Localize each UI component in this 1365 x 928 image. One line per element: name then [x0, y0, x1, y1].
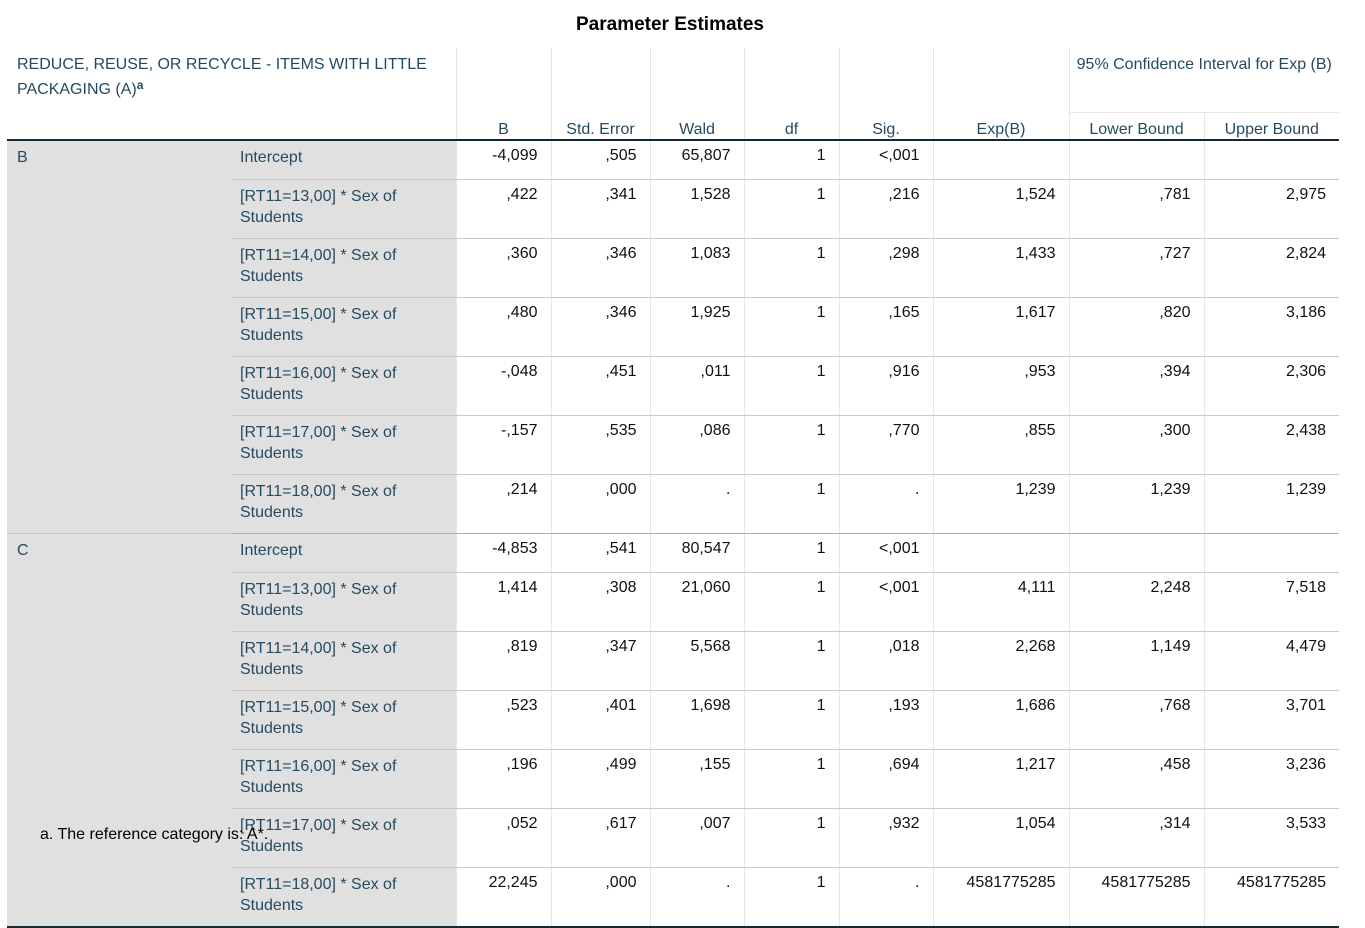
table-cell: ,000: [551, 475, 650, 534]
column-header: Std. Error: [551, 113, 650, 141]
parameter-label: [RT11=13,00] * Sex of Students: [232, 180, 456, 239]
table-cell: ,360: [456, 239, 551, 298]
table-cell: ,000: [551, 868, 650, 928]
table-cell: [1069, 534, 1204, 573]
table-cell: [1069, 140, 1204, 180]
table-cell: 1,617: [933, 298, 1069, 357]
table-cell: 1,925: [650, 298, 744, 357]
table-cell: ,346: [551, 298, 650, 357]
table-cell: ,505: [551, 140, 650, 180]
table-cell: 2,824: [1204, 239, 1339, 298]
table-cell: [1204, 534, 1339, 573]
table-cell: 1: [744, 357, 839, 416]
table-cell: ,768: [1069, 691, 1204, 750]
table-cell: ,401: [551, 691, 650, 750]
table-cell: ,855: [933, 416, 1069, 475]
table-cell: ,523: [456, 691, 551, 750]
table-cell: ,086: [650, 416, 744, 475]
table-cell: .: [839, 868, 933, 928]
table-cell: 4581775285: [1204, 868, 1339, 928]
table-cell: 1: [744, 691, 839, 750]
table-cell: 1,083: [650, 239, 744, 298]
table-cell: 1: [744, 475, 839, 534]
table-cell: ,193: [839, 691, 933, 750]
table-cell: 21,060: [650, 573, 744, 632]
table-cell: ,535: [551, 416, 650, 475]
table-cell: .: [650, 475, 744, 534]
table-cell: ,314: [1069, 809, 1204, 868]
parameter-label: [RT11=17,00] * Sex of Students: [232, 416, 456, 475]
parameter-label: Intercept: [232, 534, 456, 573]
table-cell: 1,686: [933, 691, 1069, 750]
confidence-interval-header: 95% Confidence Interval for Exp (B): [1069, 48, 1339, 113]
footnote-marker: a: [136, 78, 144, 92]
table-cell: ,932: [839, 809, 933, 868]
table-cell: ,541: [551, 534, 650, 573]
table-cell: [933, 534, 1069, 573]
table-cell: 22,245: [456, 868, 551, 928]
table-cell: 1: [744, 534, 839, 573]
parameter-label: [RT11=14,00] * Sex of Students: [232, 239, 456, 298]
table-cell: -,048: [456, 357, 551, 416]
table-cell: 1,524: [933, 180, 1069, 239]
table-cell: 1,054: [933, 809, 1069, 868]
table-cell: 1: [744, 180, 839, 239]
table-cell: 1,217: [933, 750, 1069, 809]
table-cell: ,694: [839, 750, 933, 809]
table-cell: [1204, 140, 1339, 180]
table-cell: 2,975: [1204, 180, 1339, 239]
table-cell: ,422: [456, 180, 551, 239]
table-cell: ,216: [839, 180, 933, 239]
table-cell: 2,306: [1204, 357, 1339, 416]
parameter-label: [RT11=18,00] * Sex of Students: [232, 475, 456, 534]
table-row: [7, 534, 1339, 573]
table-cell: 4581775285: [1069, 868, 1204, 928]
column-header: B: [456, 113, 551, 141]
table-cell: 1,149: [1069, 632, 1204, 691]
table-cell: 3,533: [1204, 809, 1339, 868]
table-cell: -4,853: [456, 534, 551, 573]
table-cell: ,458: [1069, 750, 1204, 809]
table-cell: 5,568: [650, 632, 744, 691]
table-cell: -,157: [456, 416, 551, 475]
table-cell: ,196: [456, 750, 551, 809]
table-cell: ,214: [456, 475, 551, 534]
table-cell: ,052: [456, 809, 551, 868]
table-row: [7, 140, 1339, 180]
table-cell: 7,518: [1204, 573, 1339, 632]
table-cell: 1: [744, 140, 839, 180]
column-header: Wald: [650, 113, 744, 141]
table-cell: 1,239: [1069, 475, 1204, 534]
table-cell: ,617: [551, 809, 650, 868]
table-cell: 2,248: [1069, 573, 1204, 632]
table-cell: 65,807: [650, 140, 744, 180]
table-cell: 3,701: [1204, 691, 1339, 750]
parameter-estimates-table: [7, 48, 1339, 928]
parameter-label: [RT11=18,00] * Sex of Students: [232, 868, 456, 928]
table-cell: ,820: [1069, 298, 1204, 357]
group-label: B: [7, 140, 232, 534]
table-cell: ,770: [839, 416, 933, 475]
table-cell: ,394: [1069, 357, 1204, 416]
table-cell: ,953: [933, 357, 1069, 416]
table-cell: <,001: [839, 140, 933, 180]
parameter-label: [RT11=15,00] * Sex of Students: [232, 298, 456, 357]
table-cell: ,727: [1069, 239, 1204, 298]
table-cell: ,916: [839, 357, 933, 416]
table-cell: ,165: [839, 298, 933, 357]
table-cell: .: [839, 475, 933, 534]
table-cell: ,781: [1069, 180, 1204, 239]
parameter-label: [RT11=17,00] * Sex of Students: [232, 809, 456, 868]
column-header: Upper Bound: [1204, 113, 1339, 141]
table-cell: 1: [744, 632, 839, 691]
table-cell: <,001: [839, 534, 933, 573]
table-cell: 4,111: [933, 573, 1069, 632]
column-header: Lower Bound: [1069, 113, 1204, 141]
table-cell: 1: [744, 868, 839, 928]
parameter-label: [RT11=16,00] * Sex of Students: [232, 357, 456, 416]
parameter-label: [RT11=15,00] * Sex of Students: [232, 691, 456, 750]
column-header: df: [744, 113, 839, 141]
dependent-variable-text: REDUCE, REUSE, OR RECYCLE - ITEMS WITH LITTLE PACKAGING (A): [17, 56, 427, 98]
table-cell: ,819: [456, 632, 551, 691]
table-cell: ,451: [551, 357, 650, 416]
footnote: a. The reference category is: A*.: [40, 826, 269, 843]
table-cell: ,011: [650, 357, 744, 416]
table-cell: ,347: [551, 632, 650, 691]
table-cell: ,346: [551, 239, 650, 298]
table-cell: 1: [744, 809, 839, 868]
table-cell: 4,479: [1204, 632, 1339, 691]
table-cell: 1,239: [933, 475, 1069, 534]
table-cell: 1,698: [650, 691, 744, 750]
table-cell: 1,433: [933, 239, 1069, 298]
table-cell: ,341: [551, 180, 650, 239]
parameter-label: [RT11=14,00] * Sex of Students: [232, 632, 456, 691]
table-cell: ,499: [551, 750, 650, 809]
table-cell: ,007: [650, 809, 744, 868]
table-cell: 1,414: [456, 573, 551, 632]
table-cell: ,308: [551, 573, 650, 632]
table-cell: 1: [744, 416, 839, 475]
table-cell: 1,239: [1204, 475, 1339, 534]
table-cell: 2,268: [933, 632, 1069, 691]
parameter-label: [RT11=13,00] * Sex of Students: [232, 573, 456, 632]
column-header: Exp(B): [933, 113, 1069, 141]
table-cell: ,480: [456, 298, 551, 357]
table-cell: 4581775285: [933, 868, 1069, 928]
table-cell: <,001: [839, 573, 933, 632]
table-cell: ,298: [839, 239, 933, 298]
group-label: C: [7, 534, 232, 928]
table-cell: ,300: [1069, 416, 1204, 475]
table-cell: 3,236: [1204, 750, 1339, 809]
table-cell: [933, 140, 1069, 180]
table-cell: 80,547: [650, 534, 744, 573]
table-cell: -4,099: [456, 140, 551, 180]
table-cell: ,155: [650, 750, 744, 809]
table-cell: ,018: [839, 632, 933, 691]
table-cell: 3,186: [1204, 298, 1339, 357]
table-cell: 1: [744, 298, 839, 357]
parameter-label: [RT11=16,00] * Sex of Students: [232, 750, 456, 809]
table-cell: 1,528: [650, 180, 744, 239]
dependent-variable-label: [7, 48, 456, 140]
table-cell: 1: [744, 750, 839, 809]
table-cell: 2,438: [1204, 416, 1339, 475]
table-cell: .: [650, 868, 744, 928]
table-cell: 1: [744, 239, 839, 298]
table-cell: 1: [744, 573, 839, 632]
table-title: Parameter Estimates: [576, 14, 764, 35]
column-header: Sig.: [839, 113, 933, 141]
parameter-label: Intercept: [232, 140, 456, 180]
